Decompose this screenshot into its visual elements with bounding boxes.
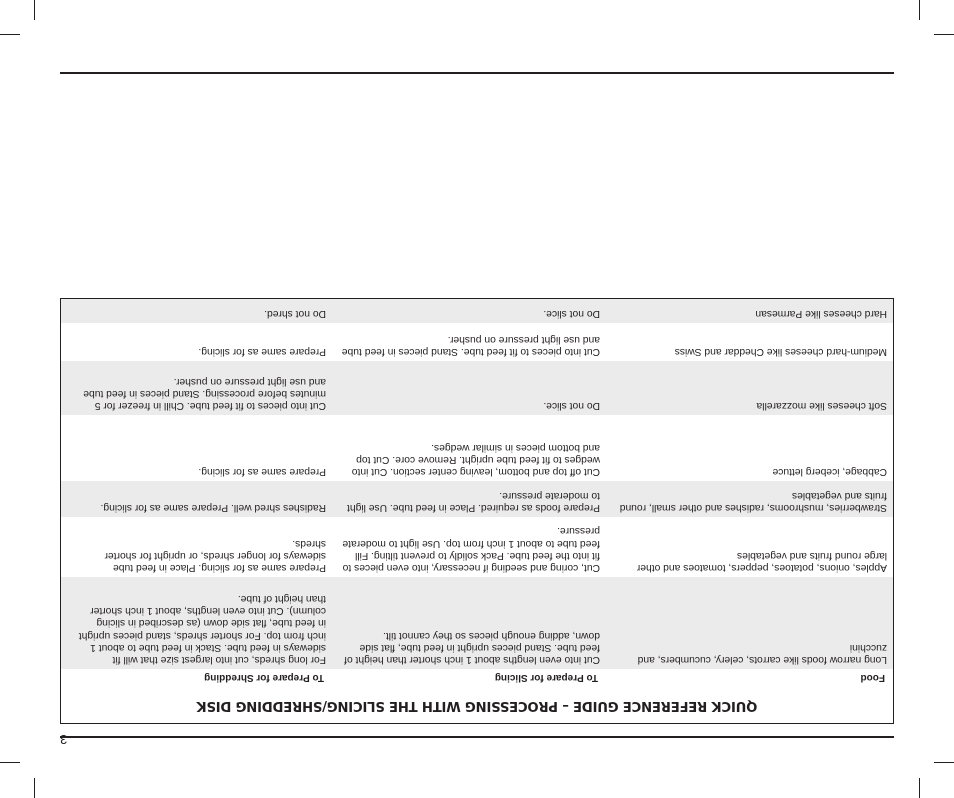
food-cell: Strawberries, mushrooms, radishes and other small, round fruits and vegetables	[606, 481, 893, 517]
shredding-cell: Radishes shred well. Prepare same as for slicing.	[61, 481, 332, 517]
header-shredding: To Prepare for Shredding	[204, 672, 324, 684]
slicing-cell: Cut into even lengths about 1 inch shorter than height of feed tube. Stand pieces upright in feed tube, flat side down, adding enough pieces so they cannot tilt.	[332, 577, 606, 669]
food-cell: Hard cheeses like Parmesan	[606, 299, 893, 323]
food-cell: Long narrow foods like carrots, celery, cucumbers, and zucchini	[606, 577, 893, 669]
shredding-cell: For long shreds, cut into largest size that will fit sideways in feed tube. Stack in feed tube to about 1 inch from top. For shorter shreds, stand pieces upright in feed tube, flat side down (as described in slicing column). Cut into even lengths, about 1 inch shorter than height of tube.	[61, 577, 332, 669]
page-number: 3	[60, 732, 68, 747]
table-row	[61, 299, 893, 323]
header-slicing: To Prepare for Slicing	[494, 672, 598, 684]
quick-reference-guide	[60, 298, 894, 724]
slicing-cell: Do not slice.	[332, 361, 606, 415]
food-cell: Soft cheeses like mozzarella	[606, 361, 893, 415]
reference-table	[61, 299, 893, 687]
table-row	[61, 577, 893, 669]
shredding-cell: Prepare same as for slicing. Place in feed tube sideways for longer shreds, or upright for shorter shreds.	[104, 537, 326, 573]
slicing-cell: Cut into pieces to fit feed tube. Stand pieces in feed tube and use light pressure on pusher.	[341, 333, 600, 357]
table-row	[61, 323, 893, 361]
food-cell: Apples, onions, potatoes, peppers, tomatoes and other large round fruits and vegetables	[636, 549, 887, 573]
slicing-cell: Do not slice.	[332, 299, 606, 323]
shredding-cell: Cut into pieces to fit feed tube. Chill in freezer for 5 minutes before processing. Stand pieces in feed tube and use light pressure on pusher.	[61, 361, 332, 415]
slicing-cell: Cut, coring and seeding if necessary, into even pieces to fit into the feed tube. Pack solidly to prevent tilting. Fill feed tube to about 1 inch from top. Use light to moderate pressure.	[342, 525, 600, 573]
shredding-cell: Prepare same as for slicing.	[198, 466, 326, 477]
shredding-cell: Prepare same as for slicing.	[198, 346, 326, 357]
food-cell: Cabbage, iceberg lettuce	[772, 466, 887, 477]
slicing-cell: Prepare foods as required. Place in feed tube. Use light to moderate pressure.	[332, 481, 606, 517]
table-header-row	[61, 669, 893, 687]
table-row	[61, 481, 893, 517]
slicing-cell: Cut off top and bottom, leaving center section. Cut into wedges to fit feed tube upright. Remove core. Cut top and bottom pieces in similar wedges.	[351, 441, 600, 477]
table-row	[61, 517, 893, 577]
food-cell: Medium-hard cheeses like Cheddar and Swiss	[674, 346, 887, 357]
table-row	[61, 415, 893, 481]
table-row	[61, 361, 893, 415]
header-food: Food	[860, 672, 885, 684]
shredding-cell: Do not shred.	[61, 299, 332, 323]
guide-title: QUICK REFERENCE GUIDE – PROCESSING WITH THE SLICING/SHREDDING DISK	[196, 698, 758, 713]
